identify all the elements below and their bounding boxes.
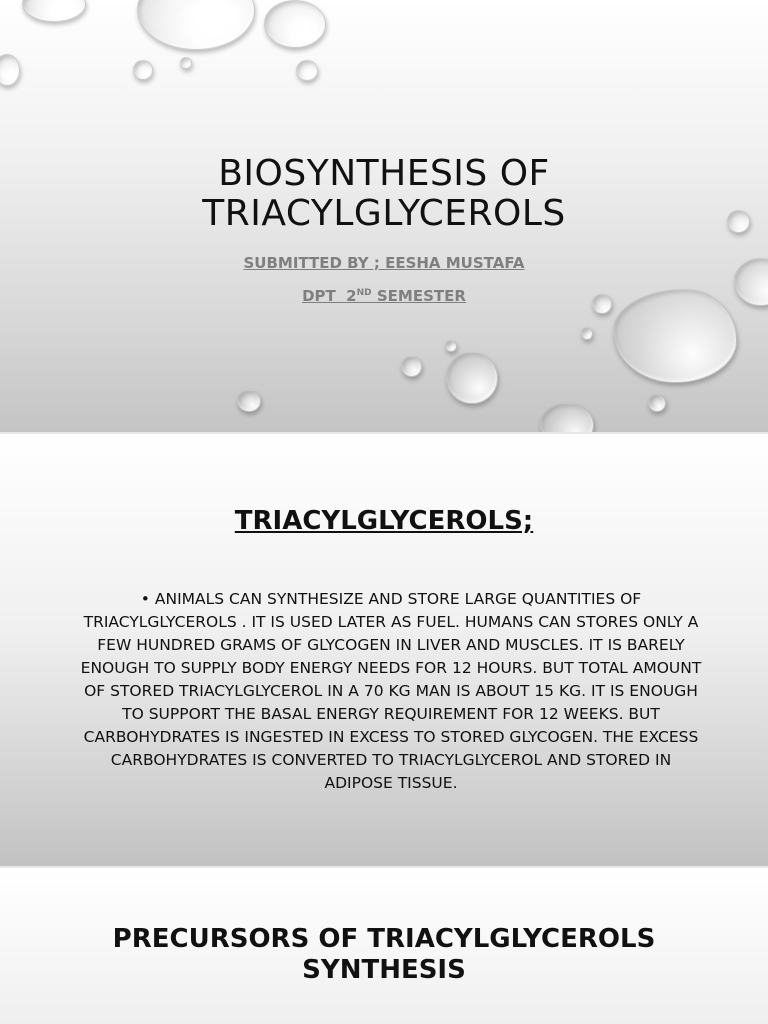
title-slide [0,0,768,432]
water-droplet-decoration [180,57,192,69]
heading-line-1: PRECURSORS OF TRIACYLGLYCEROLS [112,924,656,954]
water-droplet-decoration [540,403,594,432]
slide-heading: TRIACYLGLYCEROLS; [234,506,534,536]
presentation-title [0,154,768,234]
water-droplet-decoration [648,394,666,412]
content-slide [0,434,768,866]
course-info [0,287,768,305]
water-droplet-decoration [133,60,153,80]
heading-line-2: SYNTHESIS [302,955,466,985]
bullet-marker: • [140,590,150,608]
water-droplet-decoration [137,0,255,50]
submitted-by: SUBMITTED BY ; EESHA MUSTAFA [243,254,525,272]
water-droplet-decoration [401,356,422,377]
bullet-text: ANIMALS CAN SYNTHESIZE AND STORE LARGE QUANTITIES OF TRIACYLGLYCEROLS . IT IS USED LATER AS FUEL. HUMANS CAN STORES ONLY A FEW HUNDRED GRAMS OF GLYCOGEN IN LIVER AND MUSCLES. IT IS BARELY ENOUGH TO SUPPLY BODY ENERGY NEEDS FOR 12 HOURS. BUT TOTAL AMOUNT OF STORED TRIACYLGLYCEROL IN A 70 KG MAN IS ABOUT 15 KG. IT IS ENOUGH TO SUPPORT THE BASAL ENERGY REQUIREMENT FOR 12 WEEKS. BUT CARBOHYDRATES IS INGESTED IN EXCESS TO STORED GLYCOGEN. THE EXCESS CARBOHYDRATES IS CONVERTED TO TRIACYLGLYCEROL AND STORED IN ADIPOSE TISSUE. [80,590,702,792]
title-line-1: BIOSYNTHESIS OF [218,153,550,194]
slide-body-paragraph [78,588,704,795]
water-droplet-decoration [581,327,593,340]
precursors-slide [0,868,768,1024]
title-line-2: TRIACYLGLYCEROLS [202,193,566,234]
slide-heading [40,924,728,986]
course-ordinal-suffix: ND [356,288,372,298]
water-droplet-decoration [296,60,318,81]
course-prefix: DPT 2 [302,287,357,305]
water-droplet-decoration [446,352,498,404]
water-droplet-decoration [0,54,20,86]
water-droplet-decoration [22,0,86,22]
course-suffix: SEMESTER [371,287,466,305]
water-droplet-decoration [445,340,457,352]
water-droplet-decoration [264,0,326,48]
water-droplet-decoration [237,390,261,412]
